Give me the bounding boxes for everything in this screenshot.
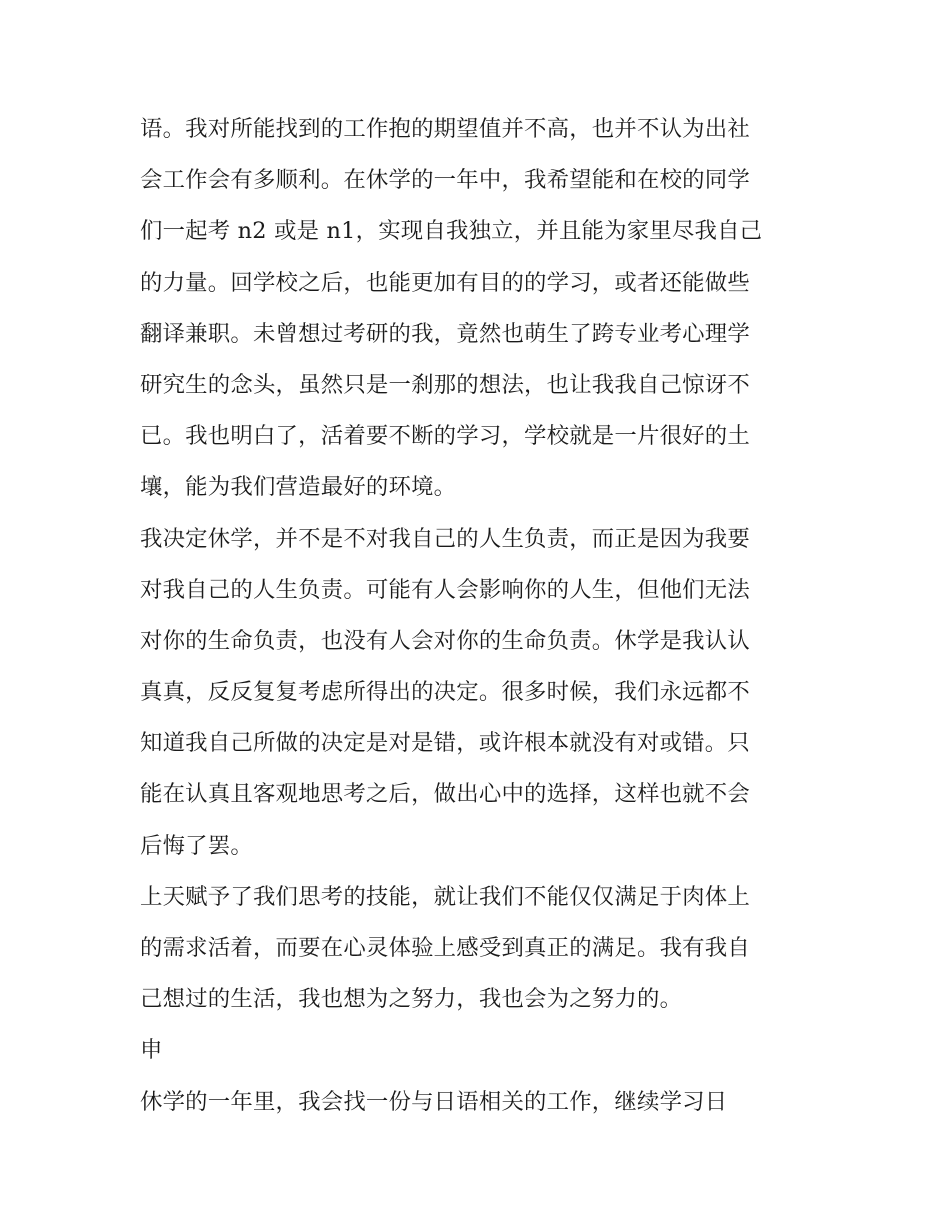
text-line: 们一起考 n2 或是 n1，实现自我独立，并且能为家里尽我自己 [140, 218, 763, 245]
text-line: 的需求活着，而要在心灵体验上感受到真正的满足。我有我自 [140, 935, 750, 961]
paragraph-4 [140, 1077, 815, 1128]
text-line: 后悔了罢。 [140, 832, 253, 859]
text-line: 我决定休学，并不是不对我自己的人生负责，而正是因为我要 [140, 525, 750, 552]
text-line: 能在认真且客观地思考之后，做出心中的选择，这样也就不会 [140, 781, 750, 808]
text-line: 壤，能为我们营造最好的环境。 [140, 474, 457, 501]
text-line: 知道我自己所做的决定是对是错，或许根本就没有对或错。只 [140, 730, 750, 757]
paragraph-3 [140, 872, 815, 1026]
text-line: 申 [140, 1037, 163, 1064]
text-line: 已。我也明白了，活着要不断的学习，学校就是一片很好的土 [140, 423, 750, 450]
section-heading [140, 1025, 815, 1076]
text-line: 的力量。回学校之后，也能更加有目的的学习，或者还能做些 [140, 269, 750, 296]
text-line: 语。我对所能找到的工作抱的期望值并不高，也并不认为出社 [140, 116, 750, 142]
text-line: 翻译兼职。未曾想过考研的我，竟然也萌生了跨专业考心理学 [140, 320, 750, 347]
paragraph-2 [140, 514, 815, 872]
text-line: 研究生的念头，虽然只是一刹那的想法，也让我我自己惊讶不 [140, 371, 750, 398]
text-line: 真真，反反复复考虑所得出的决定。很多时候，我们永远都不 [140, 679, 750, 706]
text-line: 上天赋予了我们思考的技能，就让我们不能仅仅满足于肉体上 [140, 883, 750, 910]
text-line: 己想过的生活，我也想为之努力，我也会为之努力的。 [140, 986, 683, 1013]
text-line: 休学的一年里，我会找一份与日语相关的工作，继续学习日 [140, 1088, 728, 1115]
text-line: 对你的生命负责，也没有人会对你的生命负责。休学是我认认 [140, 627, 750, 654]
document-body [140, 104, 815, 1128]
text-line: 对我自己的人生负责。可能有人会影响你的人生，但他们无法 [140, 576, 750, 603]
paragraph-1 [140, 104, 815, 514]
text-line: 会工作会有多顺利。在休学的一年中，我希望能和在校的同学 [140, 167, 750, 194]
